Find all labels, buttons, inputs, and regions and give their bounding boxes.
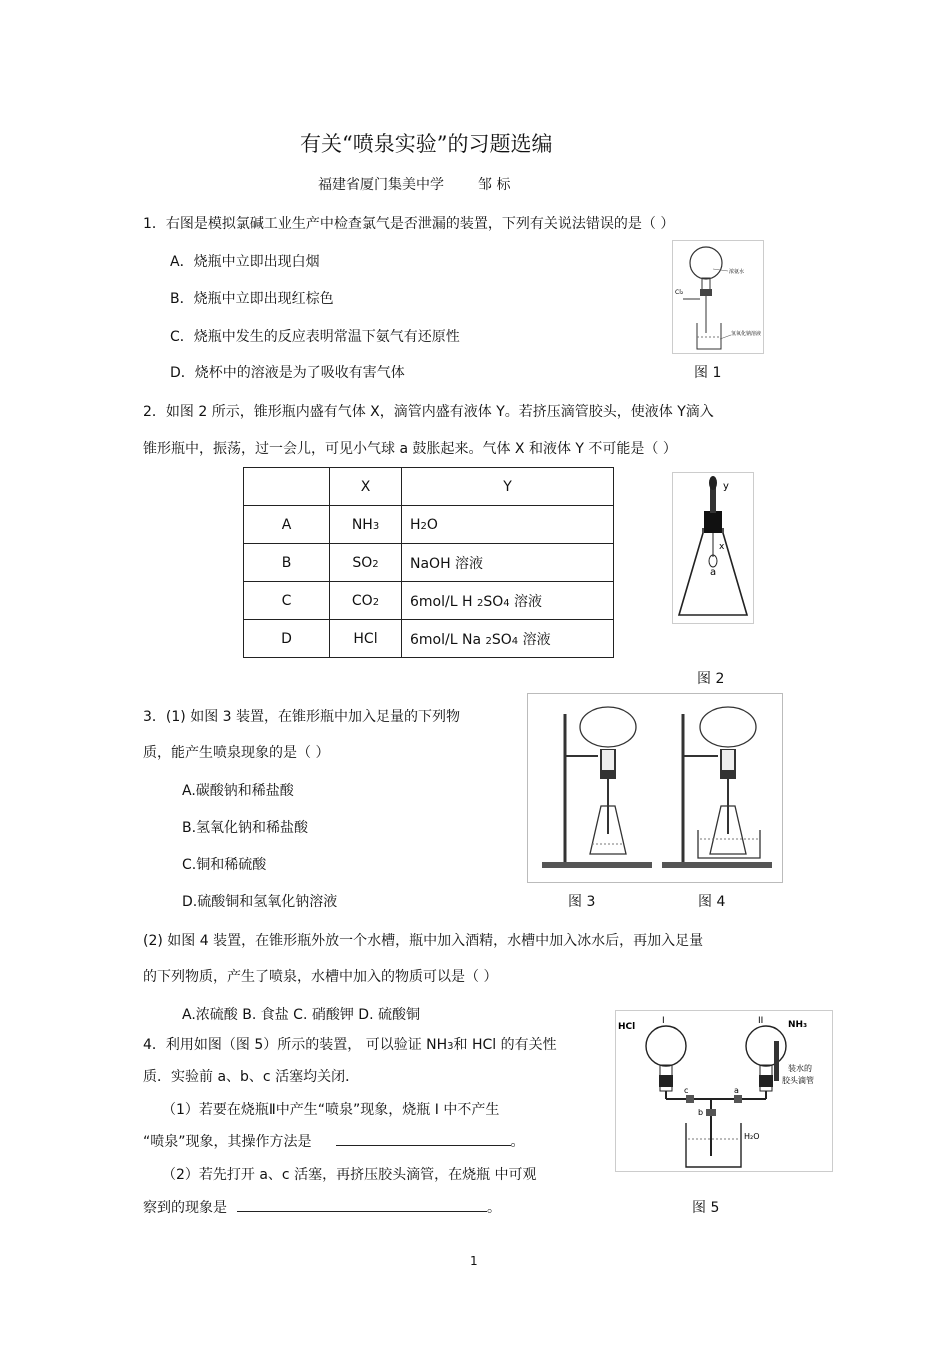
fig5-label-flask2: II: [758, 1016, 764, 1026]
table-cell-y: [402, 544, 614, 582]
fig1-label-ammonia: 浓氨水: [729, 269, 745, 275]
y-subscript: 2: [420, 520, 427, 532]
figure-5-caption: 图 5: [692, 1200, 720, 1216]
q4-line4: [143, 1131, 525, 1151]
figure-3-caption: 图 3: [568, 894, 596, 910]
figure-2: [672, 472, 754, 624]
table-cell-option: B: [244, 544, 330, 582]
q4-line1-text: 4．利用如图（图 5）所示的装置， 可以验证 NH: [143, 1037, 448, 1053]
x-text: SO: [352, 554, 373, 571]
figure-1: [672, 240, 764, 354]
q4-line2: 质．实验前 a、b、c 活塞均关闭．: [143, 1069, 360, 1085]
x-subscript: 2: [372, 596, 380, 608]
table-header-x: X: [330, 468, 402, 506]
table-header-cell: [244, 468, 330, 506]
fig5-label-dropper2: 胶头滴管: [782, 1076, 814, 1085]
q1-option-b: B．烧瓶中立即出现红棕色: [170, 291, 334, 307]
table-cell-x: [330, 544, 402, 582]
fig2-label-x: x: [719, 542, 725, 552]
table-row: [244, 620, 614, 658]
table-cell-option: C: [244, 582, 330, 620]
fig1-label-cl2: Cl₂: [675, 289, 684, 296]
page-number: 1: [470, 1254, 478, 1268]
x-text: HCl: [353, 630, 378, 647]
q3-option-c: C.铜和稀硫酸: [182, 857, 267, 873]
q3-part1-line2: 质，能产生喷泉现象的是（ ）: [143, 745, 330, 761]
answer-blank-1[interactable]: [336, 1131, 511, 1146]
table-cell-x: [330, 620, 402, 658]
fig5-label-nh3: NH₃: [788, 1020, 808, 1030]
figure-3-4: [527, 693, 783, 883]
q2-stem-line2: 锥形瓶中，振荡，过一会儿，可见小气球 a 鼓胀起来。气体 X 和液体 Y 不可能是（ ）: [143, 441, 677, 457]
y-tail: 溶液: [509, 593, 543, 610]
y-text: H: [410, 516, 421, 533]
q3-option-d: D.硫酸铜和氢氧化钠溶液: [182, 894, 338, 910]
y-text: 6mol/L Na: [410, 631, 486, 648]
q1-option-d: D．烧杯中的溶液是为了吸收有害气体: [170, 365, 405, 381]
figure-5: [615, 1010, 833, 1172]
page-title: 有关“喷泉实验”的习题选编: [300, 132, 553, 156]
fig1-label-naoh: 氢氧化钠溶液: [731, 331, 762, 337]
table-header-row: [244, 468, 614, 506]
table-row: [244, 544, 614, 582]
fig5-label-dropper1: 装水的: [788, 1064, 812, 1073]
figure-1-caption: 图 1: [694, 365, 722, 381]
table-cell-x: [330, 582, 402, 620]
q3-part2-line1: (2) 如图 4 装置，在锥形瓶外放一个水槽，瓶中加入酒精，水槽中加入冰水后，再加入足量: [143, 933, 704, 949]
q4-line6-end: 。: [487, 1200, 501, 1216]
fig5-label-b: b: [698, 1108, 704, 1117]
q3-option-b: B.氢氧化钠和稀盐酸: [182, 820, 309, 836]
table-cell-x: [330, 506, 402, 544]
q4-line6-text: 察到的现象是: [143, 1200, 227, 1216]
table-row: [244, 582, 614, 620]
y-subscript-2: 4: [511, 635, 519, 647]
q1-option-a: A．烧瓶中立即出现白烟: [170, 254, 320, 270]
fig2-label-y: y: [723, 481, 729, 492]
x-text: CO: [351, 592, 373, 609]
x-subscript: 2: [372, 558, 379, 570]
q4-line1: [143, 1034, 557, 1054]
table-row: [244, 506, 614, 544]
fig5-label-c: c: [684, 1086, 689, 1095]
q2-options-table: [243, 467, 614, 658]
author-school: 福建省厦门集美中学: [318, 177, 444, 193]
y-text: 6mol/L H: [410, 593, 477, 610]
q3-part1-line1: 3．(1) 如图 3 装置，在锥形瓶中加入足量的下列物: [143, 709, 460, 725]
q1-option-c: C．烧瓶中发生的反应表明常温下氨气有还原性: [170, 329, 460, 345]
y-subscript: 2: [485, 635, 492, 647]
table-cell-y: [402, 620, 614, 658]
fig5-label-hcl: HCl: [618, 1022, 636, 1032]
q4-line1-subscript: 3: [447, 1041, 454, 1052]
table-cell-y: [402, 582, 614, 620]
q4-line4-text: “喷泉”现象，其操作方法是: [143, 1134, 312, 1150]
q1-stem: 1．右图是模拟氯碱工业生产中检查氯气是否泄漏的装置，下列有关说法错误的是（ ）: [143, 216, 675, 232]
q4-line5: （2）若先打开 a、c 活塞，再挤压胶头滴管，在烧瓶 中可观: [162, 1167, 537, 1183]
q3-option-a: A.碳酸钠和稀盐酸: [182, 783, 294, 799]
q4-line4-end: 。: [510, 1134, 525, 1150]
y-subscript-2: 4: [503, 597, 510, 609]
table-header-y: Y: [402, 468, 614, 506]
table-cell-y: [402, 506, 614, 544]
answer-blank-2[interactable]: [237, 1197, 487, 1212]
fig5-label-flask1: I: [662, 1016, 665, 1026]
y-text: NaOH 溶液: [410, 555, 484, 572]
y-text-rest: O: [426, 516, 438, 533]
q3-part2-options: A.浓硫酸 B. 食盐 C. 硝酸钾 D. 硫酸铜: [182, 1007, 420, 1023]
author-name: 邹 标: [478, 177, 511, 193]
x-text: NH: [351, 516, 373, 533]
figure-4-caption: 图 4: [698, 894, 726, 910]
y-text-rest: SO: [483, 593, 504, 610]
fig5-label-a: a: [734, 1086, 739, 1095]
author-line: [318, 174, 510, 194]
q4-line6: [143, 1197, 501, 1217]
y-tail: 溶液: [518, 631, 551, 648]
table-cell-option: A: [244, 506, 330, 544]
figure-2-caption: 图 2: [697, 671, 725, 687]
fig2-label-a: a: [710, 567, 717, 578]
q2-stem-line1: 2．如图 2 所示，锥形瓶内盛有气体 X，滴管内盛有液体 Y。若挤压滴管胶头，使液体 Y滴入: [143, 404, 714, 420]
y-subscript: 2: [476, 597, 484, 609]
y-text-rest: SO: [491, 631, 512, 648]
q3-part2-line2: 的下列物质，产生了喷泉，水槽中加入的物质可以是（ ）: [143, 969, 498, 985]
x-subscript: 3: [372, 520, 380, 532]
q4-line1-tail: 和 HCl 的有关性: [453, 1037, 557, 1053]
fig5-label-water: H₂O: [744, 1132, 760, 1141]
table-cell-option: D: [244, 620, 330, 658]
q4-line3: （1）若要在烧瓶Ⅱ中产生“喷泉”现象，烧瓶 Ⅰ 中不产生: [162, 1102, 500, 1118]
